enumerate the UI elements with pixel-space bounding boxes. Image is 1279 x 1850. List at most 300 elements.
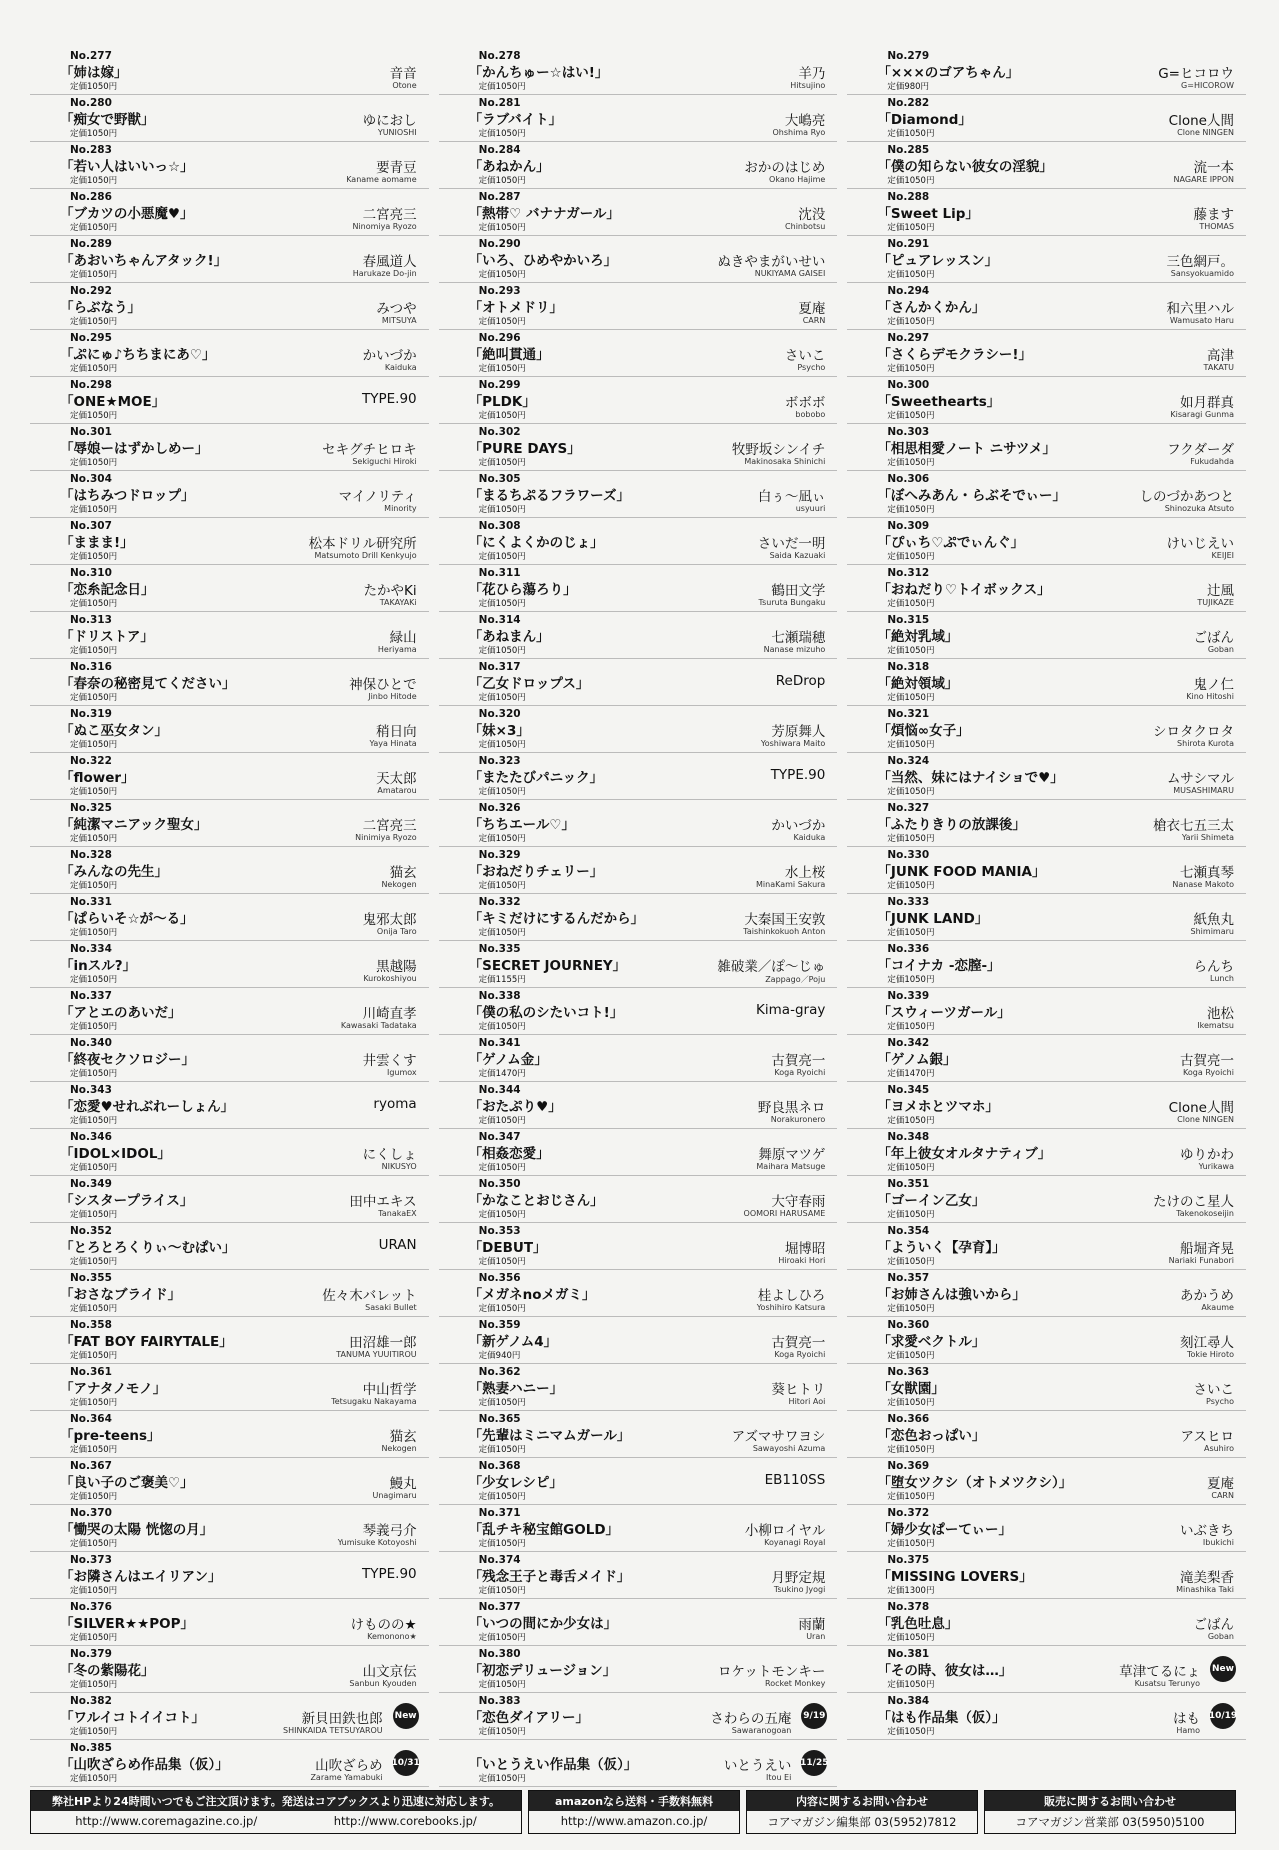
book-author-romaji: Uran [806, 1632, 826, 1641]
book-title: 「終夜セクソロジー」 [60, 1052, 195, 1068]
book-author: ごばん [1193, 630, 1234, 646]
book-entry [847, 1505, 1246, 1552]
book-price: 定価1050円 [70, 1398, 118, 1408]
book-author-romaji: Kawasaki Tadataka [340, 1021, 417, 1030]
book-entry [439, 706, 838, 753]
book-entry [30, 1176, 429, 1223]
book-price: 定価1050円 [478, 505, 526, 515]
book-price: 定価1050円 [887, 458, 935, 468]
book-entry [30, 95, 429, 142]
book-author: ムサシマル [1167, 771, 1234, 787]
book-number: No.312 [887, 567, 930, 579]
book-entry [847, 424, 1246, 471]
book-price: 定価1050円 [478, 1210, 526, 1220]
book-price: 定価1050円 [70, 1539, 118, 1549]
book-price: 定価1050円 [478, 1398, 526, 1408]
book-price: 定価1050円 [478, 270, 526, 280]
book-title: 「ゲノム銀」 [877, 1052, 957, 1068]
book-title: 「おたぷり♥」 [468, 1099, 562, 1115]
book-author: はも [1172, 1711, 1200, 1727]
book-author: しのづかあつと [1139, 489, 1234, 505]
book-price: 定価1050円 [478, 1116, 526, 1126]
book-author-romaji: Tsuruta Bungaku [758, 598, 826, 607]
book-entry [847, 189, 1246, 236]
book-price: 定価1050円 [70, 1633, 118, 1643]
book-entry [30, 1740, 429, 1787]
book-author-romaji: Ninomiya Ryozo [352, 222, 417, 231]
book-author-romaji: Koga Ryoichi [774, 1350, 826, 1359]
book-entry [30, 1505, 429, 1552]
book-author: 紙魚丸 [1193, 912, 1234, 928]
book-number: No.344 [478, 1084, 521, 1096]
book-entry [30, 941, 429, 988]
book-number: No.380 [478, 1648, 521, 1660]
book-author: 辻風 [1206, 583, 1234, 599]
book-number: No.369 [887, 1460, 930, 1472]
book-price: 定価1050円 [70, 1163, 118, 1173]
book-price: 定価1050円 [887, 1304, 935, 1314]
book-title: 「MISSING LOVERS」 [877, 1569, 1033, 1585]
book-title: 「ぬこ巫女タン」 [60, 723, 168, 739]
book-entry [30, 518, 429, 565]
book-author: 白ぅ～凪ぃ [757, 489, 826, 505]
book-title: 「僕の知らない彼女の淫貌」 [877, 159, 1053, 175]
book-author: らんち [1193, 959, 1234, 975]
book-entry [847, 1129, 1246, 1176]
book-number: No.371 [478, 1507, 521, 1519]
book-author: さいだ一明 [757, 536, 826, 552]
book-title: 「残念王子と毒舌メイド」 [468, 1569, 631, 1585]
book-author: 槍衣七五三太 [1152, 818, 1234, 834]
book-number: No.339 [887, 990, 930, 1002]
book-number: No.353 [478, 1225, 521, 1237]
book-author-romaji: Harukaze Do-jin [352, 269, 417, 278]
book-title: 「flower」 [60, 770, 135, 786]
book-author-romaji: Ninimiya Ryozo [355, 833, 417, 842]
book-author: さいこ [784, 348, 826, 364]
book-author-romaji: THOMAS [1199, 222, 1234, 231]
book-number: No.316 [70, 661, 112, 673]
book-number: No.329 [478, 849, 521, 861]
book-author-romaji: bobobo [795, 410, 826, 419]
book-number: No.338 [478, 990, 521, 1002]
book-number: No.293 [478, 285, 521, 297]
book-entry [847, 1082, 1246, 1129]
book-author: 春風道人 [362, 254, 417, 270]
book-author: 刻江尋人 [1179, 1335, 1234, 1351]
book-number: No.356 [478, 1272, 521, 1284]
book-number: No.289 [70, 238, 112, 250]
book-entry [847, 1599, 1246, 1646]
book-author: マイノリティ [338, 489, 417, 505]
book-number: No.340 [70, 1037, 112, 1049]
book-author: いぶきち [1179, 1523, 1234, 1539]
book-author-romaji: Taishinkokuoh Anton [743, 927, 826, 936]
catalog-column-3 [847, 48, 1246, 1787]
book-title: 「お姉さんは強いから」 [877, 1287, 1026, 1303]
book-number: No.362 [478, 1366, 521, 1378]
book-entry [847, 471, 1246, 518]
book-price: 定価1050円 [887, 1445, 935, 1455]
book-author-romaji: Ohshima Ryo [772, 128, 826, 137]
book-number: No.374 [478, 1554, 521, 1566]
release-badge: New [1210, 1656, 1236, 1682]
book-entry [30, 1270, 429, 1317]
book-author: 桂よしひろ [757, 1288, 826, 1304]
book-author-romaji: Koga Ryoichi [1183, 1068, 1234, 1077]
book-author: いとうえい [723, 1758, 792, 1774]
catalog-column-2 [439, 48, 838, 1787]
book-number: No.306 [887, 473, 930, 485]
book-number: No.326 [478, 802, 521, 814]
book-price: 定価1050円 [478, 82, 526, 92]
book-price: 定価1050円 [887, 1492, 935, 1502]
book-author: TYPE.90 [362, 1566, 417, 1582]
book-title: 「ゲノム金」 [468, 1052, 548, 1068]
book-title: 「JUNK LAND」 [877, 911, 989, 927]
book-author: 草津てるにょ [1119, 1664, 1200, 1680]
book-entry [439, 377, 838, 424]
book-author: 山吹ざらめ [315, 1758, 383, 1774]
book-entry [847, 1693, 1246, 1740]
book-price: 定価1050円 [887, 928, 935, 938]
book-number: No.375 [887, 1554, 930, 1566]
book-price: 定価1050円 [887, 317, 935, 327]
book-entry [847, 48, 1246, 95]
book-author: 芳原舞人 [771, 724, 826, 740]
book-price: 定価1050円 [478, 411, 526, 421]
book-author: 古賀亮一 [771, 1053, 826, 1069]
book-author: 大嶋亮 [784, 113, 826, 129]
book-author-romaji: Kusatsu Terunyo [1134, 1679, 1200, 1688]
book-title: 「Sweet Lip」 [877, 206, 979, 222]
book-title: 「乙女ドロップス」 [468, 676, 590, 692]
book-title: 「慟哭の太陽 恍惚の月」 [60, 1522, 214, 1538]
book-price: 定価1300円 [887, 1586, 935, 1596]
book-author-romaji: Nekogen [381, 880, 417, 889]
book-entry [30, 847, 429, 894]
book-author: 滝美梨香 [1179, 1570, 1234, 1586]
book-author-romaji: Zappago／Poju [765, 975, 826, 984]
book-author: 鬼邪太郎 [362, 912, 417, 928]
book-price: 定価1050円 [478, 364, 526, 374]
book-entry [439, 518, 838, 565]
book-author: 船堀斉晃 [1179, 1241, 1234, 1257]
book-author-romaji: Minority [384, 504, 417, 513]
book-price: 定価1050円 [478, 787, 526, 797]
book-author: 夏庵 [1206, 1476, 1234, 1492]
book-author: ゆりかわ [1179, 1147, 1234, 1163]
book-price: 定価1050円 [70, 1680, 118, 1690]
book-number: No.367 [70, 1460, 112, 1472]
book-number: No.320 [478, 708, 521, 720]
book-author-romaji: Zarame Yamabuki [310, 1773, 383, 1782]
book-entry [439, 894, 838, 941]
book-number: No.283 [70, 144, 112, 156]
book-author-romaji: TanakaEX [378, 1209, 417, 1218]
book-author: 月野定規 [771, 1570, 826, 1586]
book-number: No.381 [887, 1648, 930, 1660]
book-title: 「恋糸記念日」 [60, 582, 155, 598]
corebooks-link[interactable]: http://www.corebooks.jp/ [333, 1814, 477, 1828]
book-number: No.341 [478, 1037, 521, 1049]
book-author: 新貝田鉄也郎 [301, 1711, 383, 1727]
book-title: 「はも作品集（仮）」 [877, 1710, 1006, 1726]
book-author-romaji: Sanbun Kyouden [349, 1679, 417, 1688]
book-number: No.288 [887, 191, 930, 203]
book-price: 定価980円 [887, 82, 930, 92]
book-author-romaji: Tetsugaku Nakayama [331, 1397, 417, 1406]
book-price: 定価1155円 [478, 975, 526, 985]
book-entry [847, 659, 1246, 706]
book-author-romaji: Wamusato Haru [1169, 316, 1234, 325]
book-title: 「新ゲノム4」 [468, 1334, 558, 1350]
book-title: 「アとエのあいだ」 [60, 1005, 182, 1021]
book-title: 「堕女ツクシ（オトメツクシ）」 [877, 1475, 1073, 1491]
book-author: けものの★ [350, 1617, 417, 1633]
book-title: 「スウィーツガール」 [877, 1005, 1011, 1021]
book-title: 「お隣さんはエイリアン」 [60, 1569, 222, 1585]
order-info [30, 1790, 522, 1834]
book-entry [30, 1599, 429, 1646]
book-title: 「ワルイコトイイコト」 [60, 1710, 205, 1726]
book-catalog [30, 48, 1246, 1786]
book-number: No.328 [70, 849, 112, 861]
book-number: No.292 [70, 285, 112, 297]
book-title: 「良い子のご褒美♡」 [60, 1475, 194, 1491]
book-title: 「PLDK」 [468, 394, 536, 410]
book-title: 「ラブバイト」 [468, 112, 563, 128]
book-author: ボボボ [784, 395, 826, 411]
book-price: 定価1050円 [887, 834, 935, 844]
book-price: 定価1050円 [70, 834, 118, 844]
book-number: No.364 [70, 1413, 112, 1425]
book-entry [30, 48, 429, 95]
book-author: 夏庵 [798, 301, 826, 317]
book-author-romaji: Yarii Shimeta [1181, 833, 1234, 842]
book-title: 「相思相愛ノート ニサツメ」 [877, 441, 1057, 457]
book-title: 「いろ、ひめやかいろ」 [468, 253, 618, 269]
book-author: 川崎直孝 [362, 1006, 417, 1022]
book-author-romaji: Yoshiwara Maito [760, 739, 826, 748]
book-entry [439, 659, 838, 706]
book-number: No.370 [70, 1507, 112, 1519]
book-title: 「さんかくかん」 [877, 300, 986, 316]
book-entry [30, 706, 429, 753]
book-price: 定価1050円 [887, 1022, 935, 1032]
book-title: 「はちみつドロップ」 [60, 488, 195, 504]
book-entry [847, 941, 1246, 988]
book-entry [847, 1458, 1246, 1505]
book-price: 定価1050円 [70, 693, 118, 703]
book-price: 定価1050円 [478, 317, 526, 327]
book-price: 定価1050円 [887, 646, 935, 656]
book-entry [847, 518, 1246, 565]
book-entry [439, 565, 838, 612]
book-author-romaji: MinaKami Sakura [756, 880, 826, 889]
book-author-romaji: Shirota Kurota [1177, 739, 1234, 748]
book-author: G=ヒコロウ [1158, 66, 1234, 82]
book-price: 定価1050円 [478, 1586, 526, 1596]
book-number: No.355 [70, 1272, 112, 1284]
book-price: 定価1050円 [70, 364, 118, 374]
book-author: 七瀬真琴 [1179, 865, 1234, 881]
book-number: No.297 [887, 332, 930, 344]
book-entry [847, 1364, 1246, 1411]
book-entry [847, 894, 1246, 941]
book-title: 「若い人はいいっ☆」 [60, 159, 194, 175]
book-price: 定価1050円 [478, 1680, 526, 1690]
book-number: No.286 [70, 191, 112, 203]
book-title: 「らぶなう」 [60, 300, 141, 316]
book-author-romaji: Yumisuke Kotoyoshi [337, 1538, 417, 1547]
book-number: No.327 [887, 802, 930, 814]
book-price: 定価1050円 [70, 129, 118, 139]
book-author-romaji: Goban [1207, 1632, 1234, 1641]
book-number: No.305 [478, 473, 521, 485]
book-entry [30, 1364, 429, 1411]
book-price: 定価1050円 [887, 270, 935, 280]
release-badge: 9/19 [801, 1703, 827, 1729]
book-price: 定価1050円 [887, 599, 935, 609]
book-number: No.382 [70, 1695, 112, 1707]
book-author: おかのはじめ [744, 160, 826, 176]
book-author: 藤ます [1193, 207, 1234, 223]
book-entry [30, 1646, 429, 1693]
book-entry [439, 1364, 838, 1411]
book-price: 定価1050円 [887, 1680, 935, 1690]
book-title: 「まるちぷるフラワーズ」 [468, 488, 630, 504]
book-price: 定価1050円 [70, 552, 118, 562]
book-entry [439, 1646, 838, 1693]
book-author-romaji: Clone NINGEN [1177, 1115, 1234, 1124]
book-author-romaji: Hitsujino [790, 81, 826, 90]
book-entry [30, 1129, 429, 1176]
book-title: 「ふたりきりの放課後」 [877, 817, 1026, 833]
book-author: 沈没 [798, 207, 826, 223]
book-number: No.379 [70, 1648, 112, 1660]
book-author: 稍日向 [376, 724, 417, 740]
book-title: 「FAT BOY FAIRYTALE」 [60, 1334, 233, 1350]
book-title: 「絶叫貫通」 [468, 347, 550, 363]
book-number: No.331 [70, 896, 112, 908]
book-entry [439, 48, 838, 95]
coremagazine-link[interactable]: http://www.coremagazine.co.jp/ [75, 1814, 258, 1828]
book-entry [847, 95, 1246, 142]
book-price: 定価1050円 [478, 1727, 526, 1737]
book-author: 大守春雨 [771, 1194, 826, 1210]
book-entry [847, 1552, 1246, 1599]
book-title: 「かなことおじさん」 [468, 1193, 604, 1209]
book-entry [439, 847, 838, 894]
book-entry [847, 1317, 1246, 1364]
book-entry [847, 1176, 1246, 1223]
book-price: 定価1050円 [70, 599, 118, 609]
book-number: No.314 [478, 614, 521, 626]
book-entry [847, 565, 1246, 612]
book-number: No.300 [887, 379, 930, 391]
book-author-romaji: Otone [392, 81, 417, 90]
amazon-link[interactable]: http://www.amazon.co.jp/ [560, 1814, 708, 1828]
book-author: 池松 [1206, 1006, 1234, 1022]
content-contact [746, 1790, 978, 1834]
book-entry [439, 753, 838, 800]
book-entry [30, 283, 429, 330]
book-entry [439, 95, 838, 142]
book-author: 黒越陽 [376, 959, 417, 975]
book-price: 定価1050円 [887, 411, 935, 421]
book-title: 「求愛ベクトル」 [877, 1334, 986, 1350]
book-price: 定価1050円 [70, 270, 118, 280]
book-price: 定価1050円 [887, 364, 935, 374]
book-number: No.372 [887, 1507, 930, 1519]
book-number: No.302 [478, 426, 521, 438]
book-price: 定価1050円 [478, 599, 526, 609]
book-price: 定価1050円 [70, 505, 118, 515]
book-author-romaji: Akaume [1201, 1303, 1234, 1312]
book-author-romaji: NAGARE IPPON [1173, 175, 1234, 184]
book-entry [439, 800, 838, 847]
book-author: 葵ヒトリ [771, 1382, 826, 1398]
book-number: No.366 [887, 1413, 930, 1425]
book-author: TYPE.90 [770, 767, 826, 783]
sales-contact [984, 1790, 1236, 1834]
book-author: 鶴田文学 [771, 583, 826, 599]
book-author-romaji: Koyanagi Royal [764, 1538, 826, 1547]
book-number: No.301 [70, 426, 112, 438]
book-title: 「アナタノモノ」 [60, 1381, 167, 1397]
book-author: 高津 [1206, 348, 1234, 364]
book-author: 舞原マツゲ [758, 1147, 826, 1163]
release-badge: New [393, 1703, 419, 1729]
book-price: 定価1050円 [478, 1304, 526, 1314]
book-entry [30, 1693, 429, 1740]
book-author-romaji: Kaiduka [793, 833, 826, 842]
book-author-romaji: Maihara Matsuge [756, 1162, 826, 1171]
book-number: No.376 [70, 1601, 112, 1613]
book-author: 羊乃 [798, 66, 826, 82]
book-price: 定価1050円 [887, 740, 935, 750]
book-title: 「初恋デリュージョン」 [468, 1663, 617, 1679]
book-price: 定価1050円 [478, 1633, 526, 1643]
book-title: 「オトメドリ」 [468, 300, 564, 316]
book-price: 定価1050円 [478, 834, 526, 844]
book-author-romaji: Ikematsu [1197, 1021, 1234, 1030]
book-author-romaji: SHINKAIDA TETSUYAROU [283, 1726, 383, 1735]
book-entry [30, 894, 429, 941]
book-price: 定価1050円 [478, 881, 526, 891]
book-entry [439, 1035, 838, 1082]
book-author-romaji: Sasaki Bullet [365, 1303, 417, 1312]
book-title: 「乳色吐息」 [877, 1616, 959, 1632]
book-author-romaji: Goban [1207, 645, 1234, 654]
book-entry [439, 1599, 838, 1646]
book-author: ぬきやまがいせい [717, 254, 826, 270]
book-number: No.345 [887, 1084, 930, 1096]
book-entry [439, 1270, 838, 1317]
book-author: 牧野坂シンイチ [731, 442, 826, 458]
book-price: 定価1050円 [70, 1304, 118, 1314]
book-author-romaji: Kaname aomame [346, 175, 417, 184]
book-author-romaji: Tokie Hiroto [1186, 1350, 1234, 1359]
book-price: 定価1050円 [70, 1257, 118, 1267]
book-author: 中山哲学 [362, 1382, 417, 1398]
book-price: 定価1050円 [478, 693, 526, 703]
book-author: 要青豆 [376, 160, 417, 176]
book-entry [847, 800, 1246, 847]
book-author-romaji: Minashika Taki [1176, 1585, 1234, 1594]
book-price: 定価1050円 [70, 176, 118, 186]
